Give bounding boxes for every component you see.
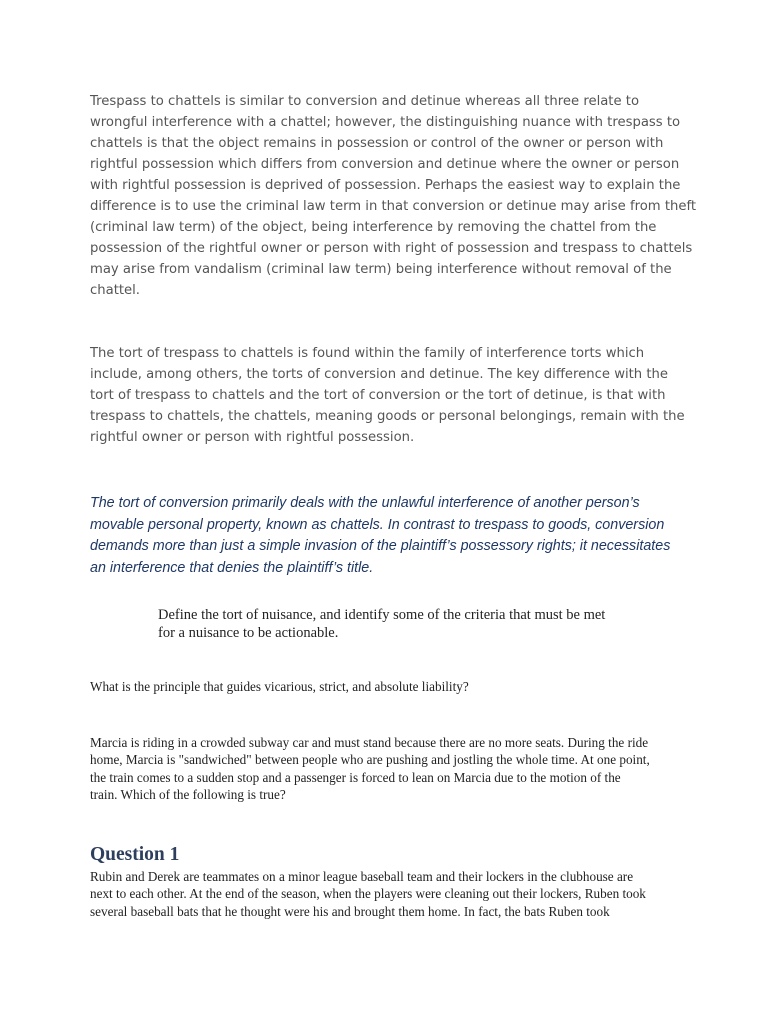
prompt-line: for a nuisance to be actionable. bbox=[158, 625, 339, 641]
paragraph-line: Trespass to chattels is similar to conversion and detinue whereas all three relate to bbox=[90, 94, 640, 109]
paragraph-line: chattels is that the object remains in possession or control of the owner or person with bbox=[90, 136, 664, 151]
question-line: several baseball bats that he thought were his and brought them home. In fact, the bats Ruben took bbox=[90, 903, 610, 919]
paragraph-line: demands more than just a simple invasion of the plaintiff’s possessory rights; it necessitates bbox=[90, 538, 671, 555]
question-line: next to each other. At the end of the season, when the players were cleaning out their lockers, Ruben took bbox=[90, 886, 646, 902]
paragraph-line: with rightful possession is deprived of possession. Perhaps the easiest way to explain the bbox=[90, 178, 681, 193]
question-line: the train comes to a sudden stop and a passenger is forced to lean on Marcia due to the motion of the bbox=[90, 769, 621, 785]
paragraph-line: include, among others, the torts of conversion and detinue. The key difference with the bbox=[90, 367, 669, 382]
question-line: home, Marcia is "sandwiched" between people who are pushing and jostling the whole time. At one point, bbox=[90, 752, 650, 768]
paragraph-line: chattel. bbox=[90, 283, 141, 298]
paragraph-line: difference is to use the criminal law term in that conversion or detinue may arise from theft bbox=[90, 199, 697, 214]
paragraph-line: wrongful interference with a chattel; however, the distinguishing nuance with trespass to bbox=[90, 115, 681, 130]
paragraph-line: may arise from vandalism (criminal law term) being interference without removal of the bbox=[90, 262, 672, 277]
trespass-to-chattels-paragraph bbox=[90, 91, 697, 301]
paragraph-line: The tort of conversion primarily deals with the unlawful interference of another person’s bbox=[90, 495, 640, 511]
paragraph-line: possession of the rightful owner or person with right of possession and trespass to chattels bbox=[90, 241, 693, 256]
question-line: Marcia is riding in a crowded subway car and must stand because there are no more seats. During the ride bbox=[90, 735, 649, 750]
nuisance-prompt bbox=[158, 606, 605, 642]
interference-torts-paragraph bbox=[90, 343, 690, 448]
paragraph-line: trespass to chattels, the chattels, meaning goods or personal belongings, remain with the bbox=[90, 409, 685, 424]
paragraph-line: an interference that denies the plaintiff’s title. bbox=[90, 560, 374, 577]
paragraph-line: rightful owner or person with rightful possession. bbox=[90, 430, 415, 445]
question-line: train. Which of the following is true? bbox=[90, 786, 286, 802]
conversion-italic-paragraph bbox=[90, 493, 690, 580]
prompt-line: Define the tort of nuisance, and identify some of the criteria that must be met bbox=[158, 607, 606, 623]
marcia-question bbox=[90, 734, 650, 803]
question-line: Rubin and Derek are teammates on a minor league baseball team and their lockers in the clubhouse are bbox=[90, 869, 634, 884]
paragraph-line: rightful possession which differs from conversion and detinue where the owner or person bbox=[90, 157, 680, 172]
question-1-heading: Question 1 bbox=[90, 844, 180, 865]
paragraph-line: The tort of trespass to chattels is found within the family of interference torts which bbox=[90, 346, 645, 361]
paragraph-line: movable personal property, known as chattels. In contrast to trespass to goods, conversion bbox=[90, 516, 665, 533]
paragraph-line: (criminal law term) of the object, being interference by removing the chattel from the bbox=[90, 220, 657, 235]
paragraph-line: tort of trespass to chattels and the tort of conversion or the tort of detinue, is that with bbox=[90, 388, 666, 403]
question-1-text bbox=[90, 868, 646, 920]
liability-question: What is the principle that guides vicarious, strict, and absolute liability? bbox=[90, 679, 469, 694]
